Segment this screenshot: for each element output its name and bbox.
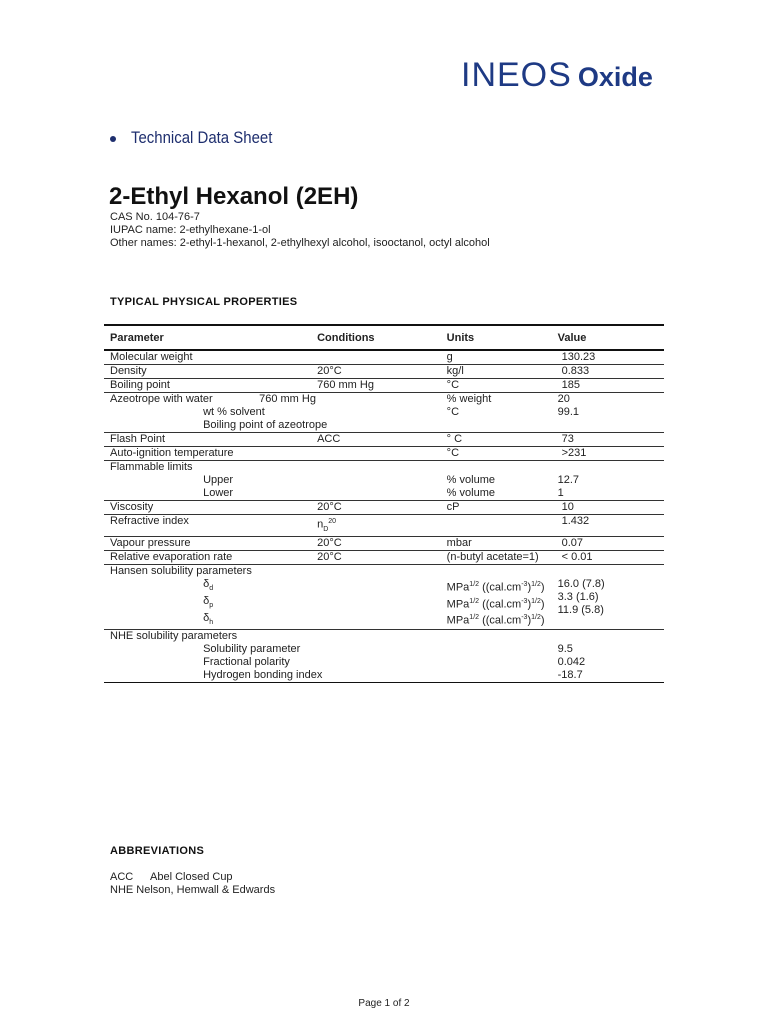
abbreviation-item: [110, 884, 275, 897]
abbreviation-item: [110, 871, 275, 884]
cell-conditions: [261, 365, 447, 379]
cell-value: [558, 501, 664, 515]
table-header-row: [104, 325, 664, 350]
table-row: [104, 447, 664, 461]
unit-text: % volume: [446, 474, 495, 486]
table-row: [104, 393, 664, 433]
cell-conditions: [261, 501, 447, 515]
unit-text: [447, 461, 558, 474]
condition-text: ACC: [317, 433, 341, 445]
cell-parameter: [104, 501, 261, 515]
bullet-icon: [110, 136, 116, 142]
page-number: Page 1 of 2: [358, 998, 410, 1009]
unit-mpa: MPa$^{1/2}$ $((cal.cm^{-3})^{1/2})$: [446, 614, 545, 627]
unit-text: [447, 630, 558, 643]
cell-units: [447, 501, 558, 515]
logo-division: Oxide: [577, 62, 653, 92]
cell-units: [447, 550, 558, 564]
table-row: [104, 433, 664, 447]
parameter-name: Azeotrope with water: [110, 393, 213, 405]
cell-units: [447, 461, 558, 501]
condition-text: Lower: [203, 487, 234, 499]
condition-text: Hydrogen bonding index: [203, 669, 323, 682]
unit-text: g: [446, 351, 453, 363]
cell-units: [447, 433, 558, 447]
cell-value: [558, 447, 664, 461]
parameter-name: Density: [110, 365, 147, 377]
col-header-value: Value: [557, 331, 587, 344]
unit-mpa: MPa$^{1/2}$ $((cal.cm^{-3})^{1/2})$: [446, 580, 545, 594]
table-row: [104, 515, 664, 537]
value-text: [558, 565, 664, 578]
cell-conditions: [203, 461, 389, 501]
condition-text: [203, 630, 389, 643]
parameter-name: Refractive index: [110, 515, 189, 527]
condition-text: 20°C: [317, 501, 342, 513]
sheet-type: [110, 128, 292, 148]
unit-text: °C: [446, 406, 460, 418]
table-body: [104, 350, 664, 683]
condition-text: 20°C: [317, 550, 342, 563]
value-text: -18.7: [557, 669, 583, 682]
cell-conditions: [203, 630, 389, 683]
condition-text: Boiling point of azeotrope: [203, 419, 328, 431]
value-text: 185: [561, 379, 580, 391]
table-row: [104, 630, 664, 683]
other-names: Other names: 2-ethyl-1-hexanol, 2-ethylhexyl alcohol, isooctanol, octyl alcohol: [110, 237, 490, 249]
value-text: 20: [557, 393, 570, 405]
product-title: 2-Ethyl Hexanol (2EH): [109, 183, 359, 210]
cell-conditions: [203, 393, 389, 433]
hansen-component-symbol: $\delta_p$: [203, 595, 214, 610]
cell-value: [558, 564, 664, 630]
cell-parameter: [104, 515, 261, 537]
cell-parameter: [104, 536, 261, 550]
unit-text: ° C: [446, 433, 463, 445]
condition-text: 20°C: [317, 365, 342, 377]
value-text: 1: [557, 487, 564, 499]
table-row: [104, 365, 664, 379]
value-text: 9.5: [557, 643, 573, 656]
table-row: [104, 550, 664, 564]
abbr-desc: Abel Closed Cup: [150, 871, 233, 883]
parameter-name: Vapour pressure: [110, 536, 191, 549]
value-text: >231: [561, 447, 587, 459]
cell-conditions: [261, 550, 447, 564]
parameter-name: Hansen solubility parameters: [110, 564, 252, 577]
condition-text: 20°C: [317, 536, 342, 549]
cell-units: [447, 379, 558, 393]
cell-parameter: [104, 550, 261, 564]
value-text: 0.042: [557, 656, 586, 669]
abbreviations-list: [110, 871, 275, 897]
properties-heading: TYPICAL PHYSICAL PROPERTIES: [110, 296, 298, 308]
value-text: 99.1: [557, 406, 580, 418]
cell-units: [447, 536, 558, 550]
cell-conditions: [203, 564, 389, 630]
logo-brand: INEOS: [461, 56, 572, 94]
col-header-conditions: Conditions: [317, 331, 375, 344]
parameter-name: Flammable limits: [110, 461, 193, 473]
unit-mpa: MPa$^{1/2}$ $((cal.cm^{-3})^{1/2})$: [446, 597, 545, 611]
condition-text: Solubility parameter: [203, 643, 301, 656]
condition-text: 760 mm Hg: [317, 379, 374, 391]
cell-value: [558, 536, 664, 550]
sheet-type-label: Technical Data Sheet: [131, 128, 273, 147]
parameter-name: Viscosity: [110, 501, 154, 513]
value-text: 3.3 (1.6): [557, 590, 599, 603]
cell-units: [447, 350, 558, 365]
abbr-key: NHE: [110, 884, 134, 896]
cas-number: CAS No. 104-76-7: [110, 211, 200, 223]
cell-parameter: [104, 350, 261, 365]
condition-text: 760 mm Hg: [259, 393, 316, 405]
unit-text: °C: [446, 447, 460, 459]
parameter-name: Molecular weight: [110, 351, 193, 363]
hansen-component-symbol: $\delta_d$: [203, 577, 214, 593]
value-text: 1.432: [561, 515, 590, 527]
cell-parameter: [104, 447, 261, 461]
parameter-name: Relative evaporation rate: [110, 550, 233, 563]
value-text: 0.833: [561, 365, 590, 377]
cell-parameter: [104, 379, 261, 393]
abbr-desc: Nelson, Hemwall & Edwards: [136, 884, 276, 896]
cell-conditions: [261, 379, 447, 393]
table-row: [104, 379, 664, 393]
table-row: [104, 501, 664, 515]
parameter-name: Flash Point: [110, 433, 166, 445]
value-text: 11.9 (5.8): [557, 603, 604, 616]
product-identifiers: [110, 211, 490, 250]
cell-conditions: [261, 350, 447, 365]
cell-parameter: [104, 433, 261, 447]
value-text: 10: [561, 501, 574, 513]
condition-text: [203, 565, 389, 578]
refractive-index-symbol: $n_D^{20}$: [317, 518, 337, 533]
parameter-name: NHE solubility parameters: [110, 630, 238, 643]
cell-units: [447, 564, 558, 630]
cell-conditions: [261, 536, 447, 550]
unit-text: °C: [446, 379, 460, 391]
table-row: [104, 461, 664, 501]
cell-value: [558, 630, 664, 683]
cell-parameter: [104, 365, 261, 379]
cell-conditions: [261, 515, 447, 537]
table-row: [104, 564, 664, 630]
cell-conditions: [261, 447, 447, 461]
cell-value: [558, 550, 664, 564]
cell-units: [447, 447, 558, 461]
value-text: < 0.01: [561, 550, 593, 563]
value-text: [558, 461, 664, 474]
unit-text: mbar: [446, 536, 472, 549]
value-text: [558, 630, 664, 643]
cell-units: [447, 365, 558, 379]
cell-value: [558, 379, 664, 393]
cell-value: [558, 393, 664, 433]
condition-text: Upper: [203, 474, 234, 486]
parameter-name: Boiling point: [110, 379, 170, 391]
ineos-oxide-logo: [461, 56, 653, 96]
cell-conditions: [261, 433, 447, 447]
value-text: 130.23: [561, 351, 596, 363]
cell-units: [447, 393, 558, 433]
cell-value: [558, 515, 664, 537]
unit-text: cP: [446, 501, 460, 513]
cell-value: [558, 433, 664, 447]
col-header-parameter: Parameter: [110, 331, 164, 344]
unit-text: kg/l: [446, 365, 464, 377]
iupac-name: IUPAC name: 2-ethylhexane-1-ol: [110, 224, 271, 236]
cell-value: [558, 350, 664, 365]
properties-table: [104, 324, 664, 683]
condition-text: wt % solvent: [203, 406, 265, 418]
hansen-component-symbol: $\delta_h$: [203, 612, 214, 627]
table-row: [104, 350, 664, 365]
value-text: 73: [561, 433, 574, 445]
cell-value: [558, 461, 664, 501]
unit-text: % weight: [446, 393, 492, 405]
unit-text: % volume: [446, 487, 495, 499]
cell-units: [447, 630, 558, 683]
cell-value: [558, 365, 664, 379]
col-header-units: Units: [446, 331, 475, 344]
abbreviations-heading: ABBREVIATIONS: [110, 845, 205, 857]
condition-text: Fractional polarity: [203, 656, 290, 669]
parameter-name: Auto-ignition temperature: [110, 447, 234, 459]
cell-units: [447, 515, 558, 537]
unit-text: [447, 565, 558, 578]
condition-text: [203, 461, 389, 474]
value-text: 0.07: [561, 536, 584, 549]
table-row: [104, 536, 664, 550]
abbr-key: ACC: [110, 871, 134, 883]
value-text: 16.0 (7.8): [557, 577, 605, 590]
unit-text: (n-butyl acetate=1): [446, 550, 539, 563]
value-text: 12.7: [557, 474, 580, 486]
